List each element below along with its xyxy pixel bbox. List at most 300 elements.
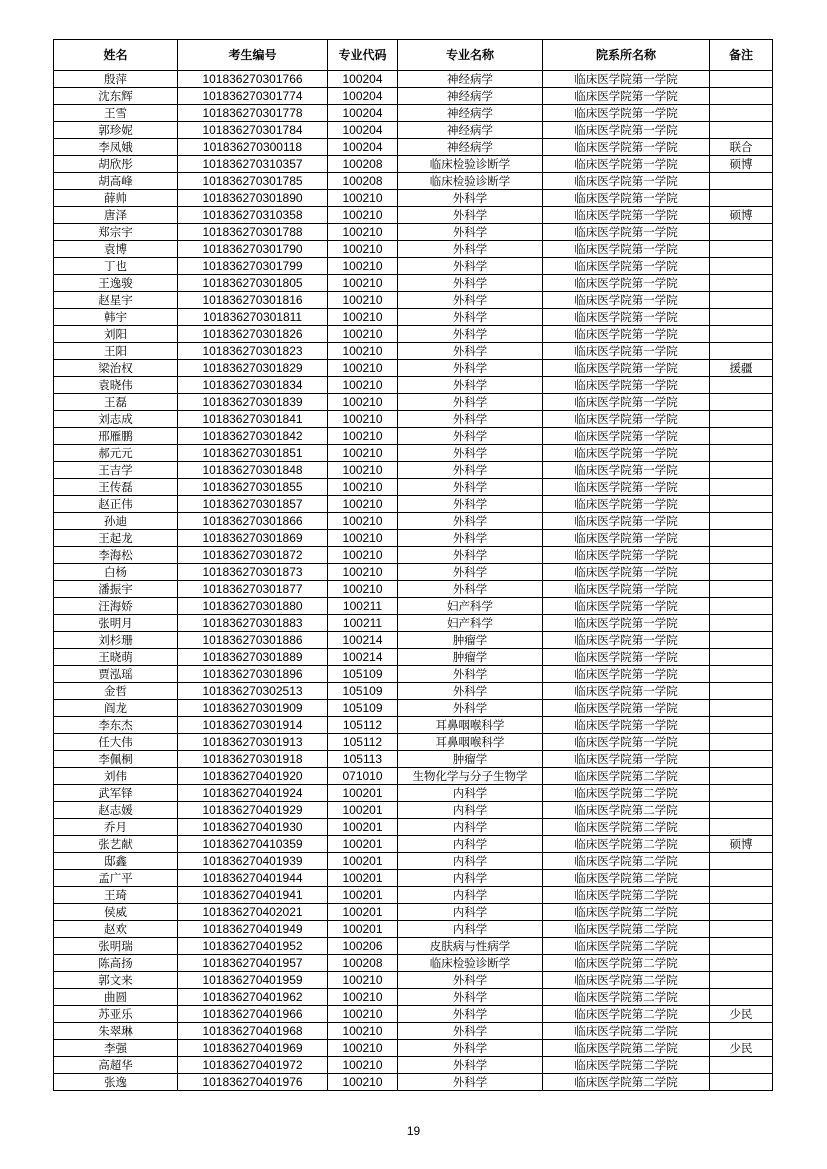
table-row bbox=[54, 377, 773, 394]
cell-name: 赵志媛 bbox=[54, 802, 178, 819]
cell-remarks bbox=[710, 751, 773, 768]
cell-remarks bbox=[710, 479, 773, 496]
cell-major-name: 外科学 bbox=[398, 972, 543, 989]
cell-department: 临床医学院第一学院 bbox=[543, 156, 710, 173]
cell-candidate-number: 101836270401957 bbox=[178, 955, 328, 972]
table-row bbox=[54, 309, 773, 326]
table-row bbox=[54, 547, 773, 564]
cell-major-name: 内科学 bbox=[398, 921, 543, 938]
cell-major-name: 内科学 bbox=[398, 836, 543, 853]
cell-department: 临床医学院第一学院 bbox=[543, 717, 710, 734]
cell-candidate-number: 101836270301857 bbox=[178, 496, 328, 513]
cell-name: 乔月 bbox=[54, 819, 178, 836]
cell-major-name: 外科学 bbox=[398, 547, 543, 564]
cell-candidate-number: 101836270301841 bbox=[178, 411, 328, 428]
table-row bbox=[54, 462, 773, 479]
cell-major-name: 外科学 bbox=[398, 394, 543, 411]
cell-department: 临床医学院第二学院 bbox=[543, 802, 710, 819]
cell-name: 李凤娥 bbox=[54, 139, 178, 156]
cell-name: 薛帅 bbox=[54, 190, 178, 207]
cell-department: 临床医学院第二学院 bbox=[543, 972, 710, 989]
cell-name: 李佩桐 bbox=[54, 751, 178, 768]
cell-name: 刘阳 bbox=[54, 326, 178, 343]
cell-major-name: 内科学 bbox=[398, 870, 543, 887]
cell-major-name: 妇产科学 bbox=[398, 615, 543, 632]
cell-name: 袁博 bbox=[54, 241, 178, 258]
cell-major-name: 外科学 bbox=[398, 496, 543, 513]
cell-remarks bbox=[710, 88, 773, 105]
cell-major-name: 妇产科学 bbox=[398, 598, 543, 615]
cell-department: 临床医学院第一学院 bbox=[543, 122, 710, 139]
header-name: 姓名 bbox=[54, 40, 178, 71]
cell-remarks bbox=[710, 309, 773, 326]
cell-remarks bbox=[710, 921, 773, 938]
cell-name: 赵欢 bbox=[54, 921, 178, 938]
cell-name: 金哲 bbox=[54, 683, 178, 700]
cell-name: 阎龙 bbox=[54, 700, 178, 717]
cell-name: 孟广平 bbox=[54, 870, 178, 887]
cell-name: 潘振宇 bbox=[54, 581, 178, 598]
table-row bbox=[54, 819, 773, 836]
cell-remarks bbox=[710, 564, 773, 581]
cell-candidate-number: 101836270301918 bbox=[178, 751, 328, 768]
cell-department: 临床医学院第一学院 bbox=[543, 309, 710, 326]
cell-major-code: 100210 bbox=[328, 275, 398, 292]
cell-candidate-number: 101836270401962 bbox=[178, 989, 328, 1006]
cell-remarks: 援疆 bbox=[710, 360, 773, 377]
cell-candidate-number: 101836270301896 bbox=[178, 666, 328, 683]
cell-major-name: 肿瘤学 bbox=[398, 649, 543, 666]
cell-candidate-number: 101836270301842 bbox=[178, 428, 328, 445]
cell-major-code: 100210 bbox=[328, 462, 398, 479]
cell-candidate-number: 101836270401949 bbox=[178, 921, 328, 938]
cell-candidate-number: 101836270301851 bbox=[178, 445, 328, 462]
cell-remarks bbox=[710, 275, 773, 292]
cell-major-name: 生物化学与分子生物学 bbox=[398, 768, 543, 785]
cell-major-code: 100204 bbox=[328, 88, 398, 105]
cell-remarks bbox=[710, 989, 773, 1006]
cell-department: 临床医学院第一学院 bbox=[543, 411, 710, 428]
cell-major-name: 内科学 bbox=[398, 785, 543, 802]
cell-major-code: 105113 bbox=[328, 751, 398, 768]
cell-candidate-number: 101836270301866 bbox=[178, 513, 328, 530]
cell-department: 临床医学院第一学院 bbox=[543, 326, 710, 343]
cell-department: 临床医学院第一学院 bbox=[543, 734, 710, 751]
cell-major-code: 100206 bbox=[328, 938, 398, 955]
cell-remarks bbox=[710, 513, 773, 530]
cell-candidate-number: 101836270300118 bbox=[178, 139, 328, 156]
cell-department: 临床医学院第一学院 bbox=[543, 139, 710, 156]
cell-major-code: 100211 bbox=[328, 615, 398, 632]
cell-major-code: 100204 bbox=[328, 105, 398, 122]
cell-major-name: 外科学 bbox=[398, 700, 543, 717]
cell-candidate-number: 101836270301778 bbox=[178, 105, 328, 122]
cell-major-name: 外科学 bbox=[398, 241, 543, 258]
cell-major-name: 外科学 bbox=[398, 258, 543, 275]
cell-remarks bbox=[710, 972, 773, 989]
cell-major-name: 外科学 bbox=[398, 530, 543, 547]
cell-major-code: 100210 bbox=[328, 394, 398, 411]
cell-major-code: 100210 bbox=[328, 292, 398, 309]
cell-department: 临床医学院第一学院 bbox=[543, 377, 710, 394]
cell-major-name: 外科学 bbox=[398, 989, 543, 1006]
cell-candidate-number: 101836270401941 bbox=[178, 887, 328, 904]
cell-department: 临床医学院第一学院 bbox=[543, 530, 710, 547]
cell-candidate-number: 101836270301834 bbox=[178, 377, 328, 394]
cell-major-name: 外科学 bbox=[398, 190, 543, 207]
cell-department: 临床医学院第一学院 bbox=[543, 71, 710, 88]
cell-major-code: 105109 bbox=[328, 683, 398, 700]
table-row bbox=[54, 955, 773, 972]
cell-name: 梁治权 bbox=[54, 360, 178, 377]
cell-department: 临床医学院第一学院 bbox=[543, 241, 710, 258]
cell-name: 郝元元 bbox=[54, 445, 178, 462]
table-body bbox=[54, 71, 773, 1091]
cell-department: 临床医学院第一学院 bbox=[543, 292, 710, 309]
table-row bbox=[54, 105, 773, 122]
cell-name: 胡高峰 bbox=[54, 173, 178, 190]
cell-department: 临床医学院第二学院 bbox=[543, 904, 710, 921]
table-row bbox=[54, 1040, 773, 1057]
cell-department: 临床医学院第一学院 bbox=[543, 479, 710, 496]
cell-major-name: 内科学 bbox=[398, 887, 543, 904]
cell-major-name: 神经病学 bbox=[398, 105, 543, 122]
cell-remarks bbox=[710, 530, 773, 547]
cell-major-code: 100210 bbox=[328, 479, 398, 496]
cell-major-code: 100210 bbox=[328, 1006, 398, 1023]
cell-major-name: 外科学 bbox=[398, 462, 543, 479]
table-row bbox=[54, 836, 773, 853]
cell-remarks bbox=[710, 1057, 773, 1074]
cell-major-name: 肿瘤学 bbox=[398, 751, 543, 768]
table-row bbox=[54, 751, 773, 768]
cell-name: 赵星宇 bbox=[54, 292, 178, 309]
cell-remarks bbox=[710, 785, 773, 802]
cell-candidate-number: 101836270301774 bbox=[178, 88, 328, 105]
cell-candidate-number: 101836270401968 bbox=[178, 1023, 328, 1040]
cell-remarks bbox=[710, 904, 773, 921]
table-row bbox=[54, 734, 773, 751]
table-row bbox=[54, 428, 773, 445]
cell-name: 贾泓瑶 bbox=[54, 666, 178, 683]
cell-name: 任大伟 bbox=[54, 734, 178, 751]
cell-major-name: 内科学 bbox=[398, 802, 543, 819]
cell-major-name: 临床检验诊断学 bbox=[398, 955, 543, 972]
cell-name: 孙迪 bbox=[54, 513, 178, 530]
cell-major-code: 100210 bbox=[328, 224, 398, 241]
cell-name: 郭文来 bbox=[54, 972, 178, 989]
table-row bbox=[54, 530, 773, 547]
cell-major-name: 外科学 bbox=[398, 1040, 543, 1057]
table-row bbox=[54, 207, 773, 224]
cell-department: 临床医学院第一学院 bbox=[543, 513, 710, 530]
cell-name: 王逸骏 bbox=[54, 275, 178, 292]
cell-name: 袁晓伟 bbox=[54, 377, 178, 394]
cell-remarks bbox=[710, 292, 773, 309]
table-row bbox=[54, 275, 773, 292]
cell-name: 武军铎 bbox=[54, 785, 178, 802]
cell-major-code: 100210 bbox=[328, 445, 398, 462]
table-row bbox=[54, 802, 773, 819]
cell-candidate-number: 101836270401969 bbox=[178, 1040, 328, 1057]
cell-major-code: 100201 bbox=[328, 785, 398, 802]
cell-candidate-number: 101836270301790 bbox=[178, 241, 328, 258]
cell-major-name: 外科学 bbox=[398, 292, 543, 309]
cell-remarks bbox=[710, 1023, 773, 1040]
cell-major-code: 100210 bbox=[328, 377, 398, 394]
cell-remarks bbox=[710, 343, 773, 360]
cell-candidate-number: 101836270401939 bbox=[178, 853, 328, 870]
cell-candidate-number: 101836270410359 bbox=[178, 836, 328, 853]
cell-department: 临床医学院第二学院 bbox=[543, 887, 710, 904]
cell-major-code: 100201 bbox=[328, 802, 398, 819]
cell-department: 临床医学院第一学院 bbox=[543, 683, 710, 700]
table-row bbox=[54, 870, 773, 887]
cell-major-name: 皮肤病与性病学 bbox=[398, 938, 543, 955]
cell-department: 临床医学院第二学院 bbox=[543, 921, 710, 938]
cell-major-name: 外科学 bbox=[398, 360, 543, 377]
cell-department: 临床医学院第二学院 bbox=[543, 1006, 710, 1023]
cell-department: 临床医学院第一学院 bbox=[543, 343, 710, 360]
cell-major-name: 外科学 bbox=[398, 683, 543, 700]
cell-department: 临床医学院第一学院 bbox=[543, 615, 710, 632]
cell-department: 临床医学院第二学院 bbox=[543, 768, 710, 785]
table-row bbox=[54, 564, 773, 581]
cell-candidate-number: 101836270301785 bbox=[178, 173, 328, 190]
cell-remarks: 硕博 bbox=[710, 207, 773, 224]
cell-department: 临床医学院第一学院 bbox=[543, 173, 710, 190]
cell-major-code: 100204 bbox=[328, 71, 398, 88]
cell-name: 沈东辉 bbox=[54, 88, 178, 105]
cell-major-name: 内科学 bbox=[398, 853, 543, 870]
cell-candidate-number: 101836270301886 bbox=[178, 632, 328, 649]
cell-remarks bbox=[710, 411, 773, 428]
cell-major-name: 神经病学 bbox=[398, 88, 543, 105]
cell-major-code: 100201 bbox=[328, 819, 398, 836]
cell-candidate-number: 101836270301913 bbox=[178, 734, 328, 751]
cell-major-name: 外科学 bbox=[398, 1057, 543, 1074]
cell-candidate-number: 101836270401930 bbox=[178, 819, 328, 836]
cell-remarks: 少民 bbox=[710, 1040, 773, 1057]
cell-major-code: 100201 bbox=[328, 921, 398, 938]
cell-name: 李东杰 bbox=[54, 717, 178, 734]
cell-name: 郭珍妮 bbox=[54, 122, 178, 139]
table-row bbox=[54, 921, 773, 938]
table-row bbox=[54, 360, 773, 377]
cell-candidate-number: 101836270401929 bbox=[178, 802, 328, 819]
cell-name: 邸鑫 bbox=[54, 853, 178, 870]
cell-remarks bbox=[710, 547, 773, 564]
cell-candidate-number: 101836270301788 bbox=[178, 224, 328, 241]
cell-name: 唐泽 bbox=[54, 207, 178, 224]
cell-department: 临床医学院第一学院 bbox=[543, 462, 710, 479]
cell-major-code: 105109 bbox=[328, 666, 398, 683]
header-row bbox=[54, 40, 773, 71]
cell-major-code: 100214 bbox=[328, 649, 398, 666]
cell-candidate-number: 101836270401972 bbox=[178, 1057, 328, 1074]
cell-department: 临床医学院第一学院 bbox=[543, 751, 710, 768]
cell-major-name: 外科学 bbox=[398, 411, 543, 428]
table-row bbox=[54, 598, 773, 615]
table-row bbox=[54, 241, 773, 258]
cell-remarks bbox=[710, 717, 773, 734]
cell-remarks bbox=[710, 445, 773, 462]
cell-candidate-number: 101836270302513 bbox=[178, 683, 328, 700]
header-remarks: 备注 bbox=[710, 40, 773, 71]
page-number: 19 bbox=[406, 1124, 421, 1138]
cell-major-name: 外科学 bbox=[398, 207, 543, 224]
table-row bbox=[54, 122, 773, 139]
cell-department: 临床医学院第二学院 bbox=[543, 853, 710, 870]
cell-candidate-number: 101836270401966 bbox=[178, 1006, 328, 1023]
cell-remarks bbox=[710, 241, 773, 258]
cell-candidate-number: 101836270301848 bbox=[178, 462, 328, 479]
cell-name: 刘杉珊 bbox=[54, 632, 178, 649]
cell-major-name: 外科学 bbox=[398, 1074, 543, 1091]
cell-name: 刘伟 bbox=[54, 768, 178, 785]
cell-candidate-number: 101836270301873 bbox=[178, 564, 328, 581]
cell-major-code: 100201 bbox=[328, 904, 398, 921]
cell-name: 汪海娇 bbox=[54, 598, 178, 615]
cell-candidate-number: 101836270301883 bbox=[178, 615, 328, 632]
table-row bbox=[54, 190, 773, 207]
cell-remarks bbox=[710, 683, 773, 700]
cell-department: 临床医学院第一学院 bbox=[543, 190, 710, 207]
cell-department: 临床医学院第一学院 bbox=[543, 394, 710, 411]
cell-name: 李强 bbox=[54, 1040, 178, 1057]
cell-major-name: 神经病学 bbox=[398, 71, 543, 88]
cell-remarks bbox=[710, 428, 773, 445]
cell-remarks bbox=[710, 1074, 773, 1091]
cell-department: 临床医学院第一学院 bbox=[543, 207, 710, 224]
cell-department: 临床医学院第一学院 bbox=[543, 700, 710, 717]
cell-department: 临床医学院第二学院 bbox=[543, 836, 710, 853]
cell-candidate-number: 101836270301826 bbox=[178, 326, 328, 343]
cell-major-code: 100210 bbox=[328, 530, 398, 547]
table-row bbox=[54, 938, 773, 955]
cell-major-code: 100210 bbox=[328, 241, 398, 258]
cell-name: 张逸 bbox=[54, 1074, 178, 1091]
admission-roster-table bbox=[53, 39, 773, 1091]
table-row bbox=[54, 513, 773, 530]
cell-department: 临床医学院第二学院 bbox=[543, 955, 710, 972]
table-row bbox=[54, 1023, 773, 1040]
cell-major-code: 100210 bbox=[328, 190, 398, 207]
table-row bbox=[54, 1074, 773, 1091]
header-major-code: 专业代码 bbox=[328, 40, 398, 71]
cell-department: 临床医学院第二学院 bbox=[543, 1040, 710, 1057]
cell-major-code: 100210 bbox=[328, 360, 398, 377]
cell-name: 丁也 bbox=[54, 258, 178, 275]
cell-major-name: 外科学 bbox=[398, 666, 543, 683]
cell-major-code: 100210 bbox=[328, 343, 398, 360]
cell-candidate-number: 101836270301877 bbox=[178, 581, 328, 598]
cell-major-code: 100210 bbox=[328, 1074, 398, 1091]
cell-name: 王起龙 bbox=[54, 530, 178, 547]
cell-major-code: 100210 bbox=[328, 972, 398, 989]
cell-major-code: 105112 bbox=[328, 734, 398, 751]
table-row bbox=[54, 683, 773, 700]
cell-remarks bbox=[710, 955, 773, 972]
cell-remarks bbox=[710, 802, 773, 819]
table-row bbox=[54, 496, 773, 513]
cell-major-name: 外科学 bbox=[398, 1023, 543, 1040]
cell-name: 韩宇 bbox=[54, 309, 178, 326]
cell-name: 刘志成 bbox=[54, 411, 178, 428]
table-row bbox=[54, 904, 773, 921]
cell-department: 临床医学院第二学院 bbox=[543, 989, 710, 1006]
cell-major-name: 神经病学 bbox=[398, 122, 543, 139]
table-row bbox=[54, 581, 773, 598]
cell-major-code: 100210 bbox=[328, 309, 398, 326]
cell-remarks bbox=[710, 326, 773, 343]
cell-major-code: 100210 bbox=[328, 547, 398, 564]
cell-department: 临床医学院第一学院 bbox=[543, 105, 710, 122]
cell-major-name: 外科学 bbox=[398, 326, 543, 343]
cell-remarks bbox=[710, 649, 773, 666]
cell-candidate-number: 101836270310357 bbox=[178, 156, 328, 173]
cell-name: 曲圆 bbox=[54, 989, 178, 1006]
table-row bbox=[54, 666, 773, 683]
cell-major-name: 内科学 bbox=[398, 819, 543, 836]
cell-department: 临床医学院第二学院 bbox=[543, 870, 710, 887]
cell-remarks bbox=[710, 768, 773, 785]
cell-candidate-number: 101836270301799 bbox=[178, 258, 328, 275]
table-row bbox=[54, 700, 773, 717]
cell-candidate-number: 101836270401944 bbox=[178, 870, 328, 887]
table-row bbox=[54, 649, 773, 666]
cell-major-name: 临床检验诊断学 bbox=[398, 156, 543, 173]
cell-major-code: 100210 bbox=[328, 513, 398, 530]
cell-candidate-number: 101836270310358 bbox=[178, 207, 328, 224]
cell-candidate-number: 101836270301816 bbox=[178, 292, 328, 309]
cell-department: 临床医学院第一学院 bbox=[543, 88, 710, 105]
cell-major-code: 100210 bbox=[328, 1057, 398, 1074]
cell-remarks bbox=[710, 105, 773, 122]
table-row bbox=[54, 173, 773, 190]
cell-name: 王磊 bbox=[54, 394, 178, 411]
cell-remarks bbox=[710, 258, 773, 275]
cell-remarks bbox=[710, 632, 773, 649]
cell-department: 临床医学院第一学院 bbox=[543, 224, 710, 241]
cell-major-code: 100210 bbox=[328, 411, 398, 428]
cell-name: 王雪 bbox=[54, 105, 178, 122]
cell-department: 临床医学院第一学院 bbox=[543, 564, 710, 581]
cell-candidate-number: 101836270401959 bbox=[178, 972, 328, 989]
cell-department: 临床医学院第一学院 bbox=[543, 666, 710, 683]
cell-name: 高超华 bbox=[54, 1057, 178, 1074]
cell-candidate-number: 101836270301909 bbox=[178, 700, 328, 717]
table-row bbox=[54, 632, 773, 649]
cell-department: 临床医学院第一学院 bbox=[543, 632, 710, 649]
header-major-name: 专业名称 bbox=[398, 40, 543, 71]
cell-department: 临床医学院第一学院 bbox=[543, 547, 710, 564]
cell-name: 王吉学 bbox=[54, 462, 178, 479]
cell-name: 苏亚乐 bbox=[54, 1006, 178, 1023]
cell-department: 临床医学院第二学院 bbox=[543, 1057, 710, 1074]
cell-major-name: 耳鼻咽喉科学 bbox=[398, 734, 543, 751]
cell-candidate-number: 101836270301914 bbox=[178, 717, 328, 734]
cell-major-code: 100201 bbox=[328, 887, 398, 904]
table-row bbox=[54, 1006, 773, 1023]
table-row bbox=[54, 479, 773, 496]
cell-candidate-number: 101836270301872 bbox=[178, 547, 328, 564]
table-row bbox=[54, 139, 773, 156]
header-candidate-number: 考生编号 bbox=[178, 40, 328, 71]
cell-major-name: 外科学 bbox=[398, 479, 543, 496]
table-row bbox=[54, 853, 773, 870]
cell-major-code: 100210 bbox=[328, 564, 398, 581]
